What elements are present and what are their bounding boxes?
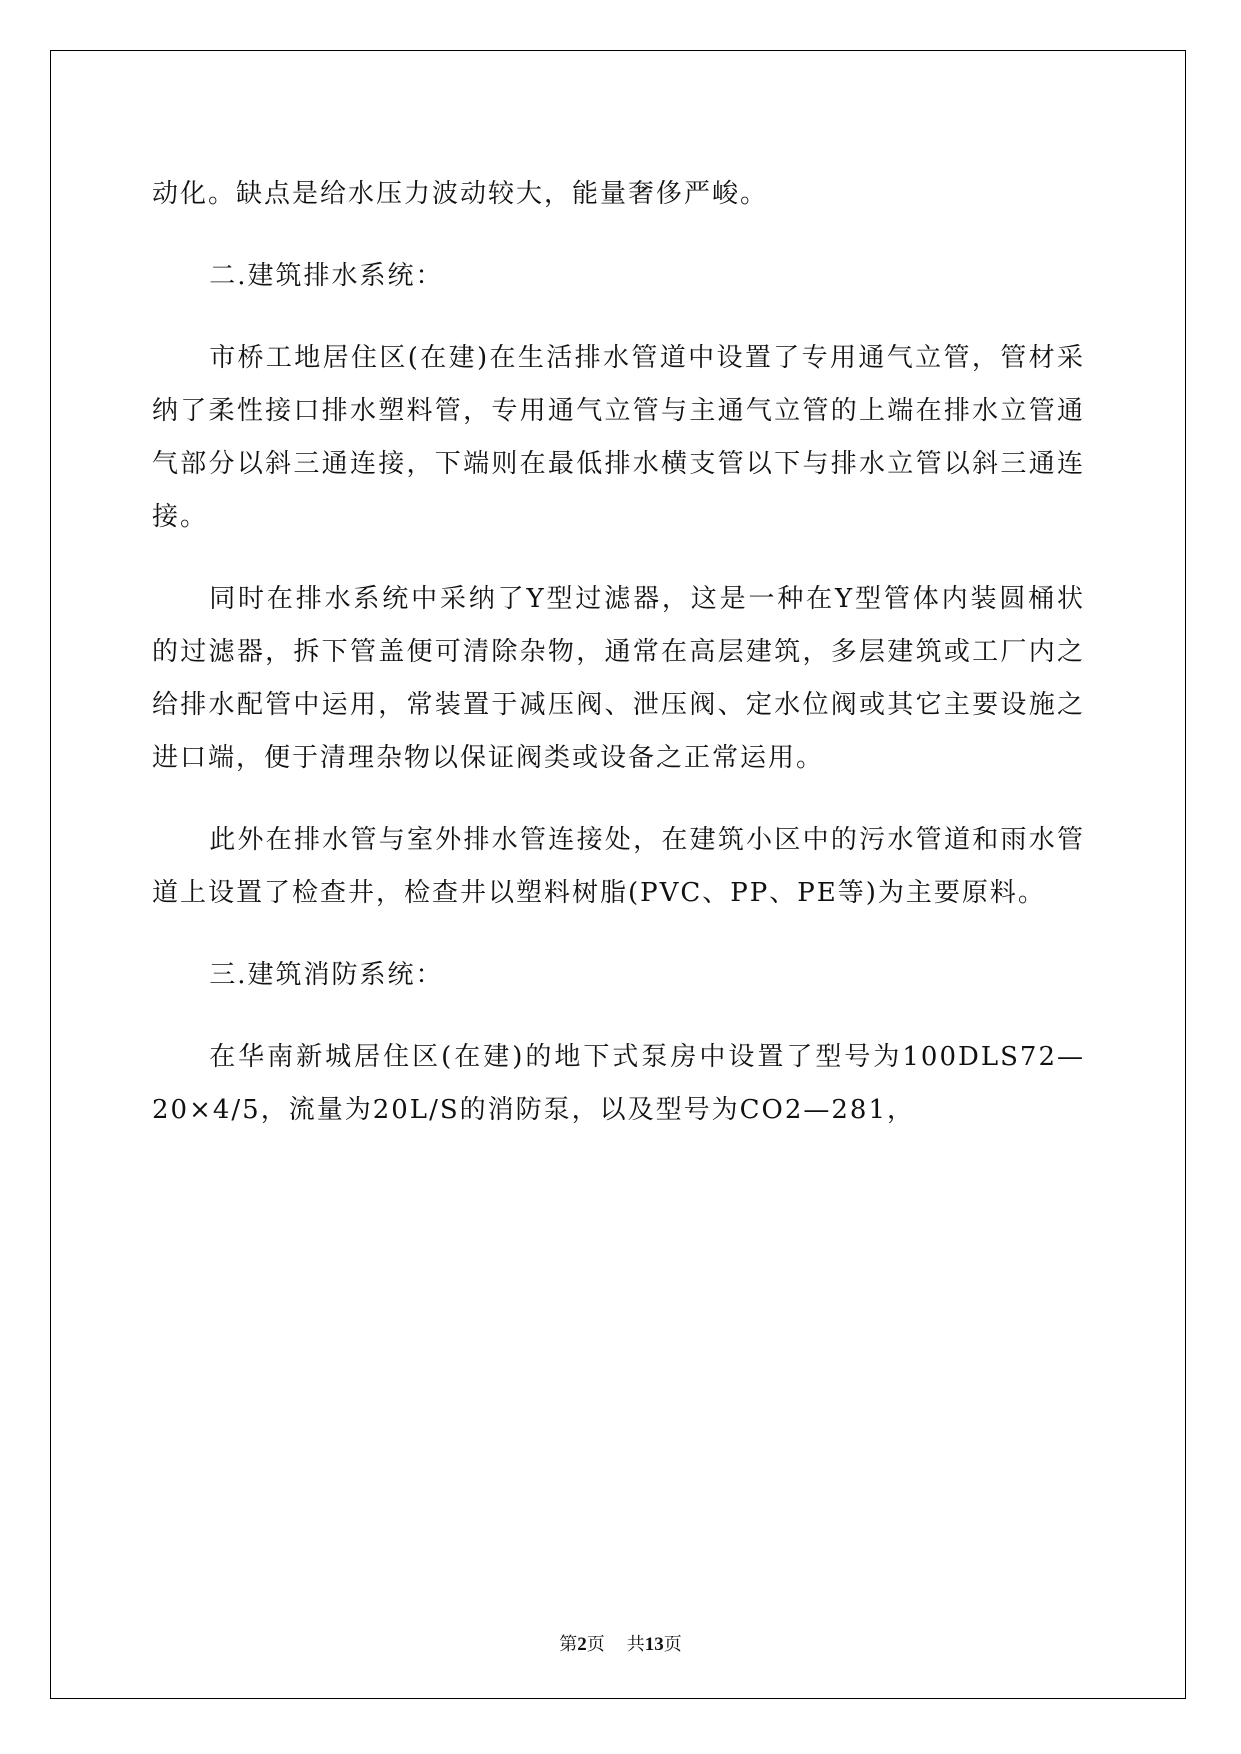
page-suffix: 页 xyxy=(586,1634,605,1655)
total-prefix: 共 xyxy=(626,1634,645,1655)
document-body xyxy=(152,168,1085,1166)
page-prefix: 第 xyxy=(559,1634,578,1655)
page-number: 2 xyxy=(577,1634,587,1655)
section-heading-fire: 三.建筑消防系统： xyxy=(209,960,444,990)
total-suffix: 页 xyxy=(663,1634,682,1655)
paragraph-continuation: 动化。缺点是给水压力波动较大，能量奢侈严峻。 xyxy=(152,179,769,209)
paragraph-fire-pump: 在华南新城居住区(在建)的地下式泵房中设置了型号为100DLS72—20×4/5，流量为20L/S的消防泵，以及型号为CO2—281， xyxy=(152,1042,1085,1125)
page-footer xyxy=(0,1630,1241,1656)
section-heading-drainage: 二.建筑排水系统： xyxy=(209,261,444,291)
total-pages: 13 xyxy=(644,1634,664,1655)
paragraph-inspection-well: 此外在排水管与室外排水管连接处，在建筑小区中的污水管道和雨水管道上设置了检查井，检查井以塑料树脂(PVC、PP、PE等)为主要原料。 xyxy=(152,825,1085,908)
paragraph-vent-pipe: 市桥工地居住区(在建)在生活排水管道中设置了专用通气立管，管材采纳了柔性接口排水塑料管，专用通气立管与主通气立管的上端在排水立管通气部分以斜三通连接，下端则在最低排水横支管以下与排水立管以斜三通连接。 xyxy=(152,343,1085,532)
paragraph-y-filter: 同时在排水系统中采纳了Y型过滤器，这是一种在Y型管体内装圆桶状的过滤器，拆下管盖便可清除杂物，通常在高层建筑，多层建筑或工厂内之给排水配管中运用，常装置于减压阀、泄压阀、定水位阀或其它主要设施之进口端，便于清理杂物以保证阀类或设备之正常运用。 xyxy=(152,584,1085,773)
